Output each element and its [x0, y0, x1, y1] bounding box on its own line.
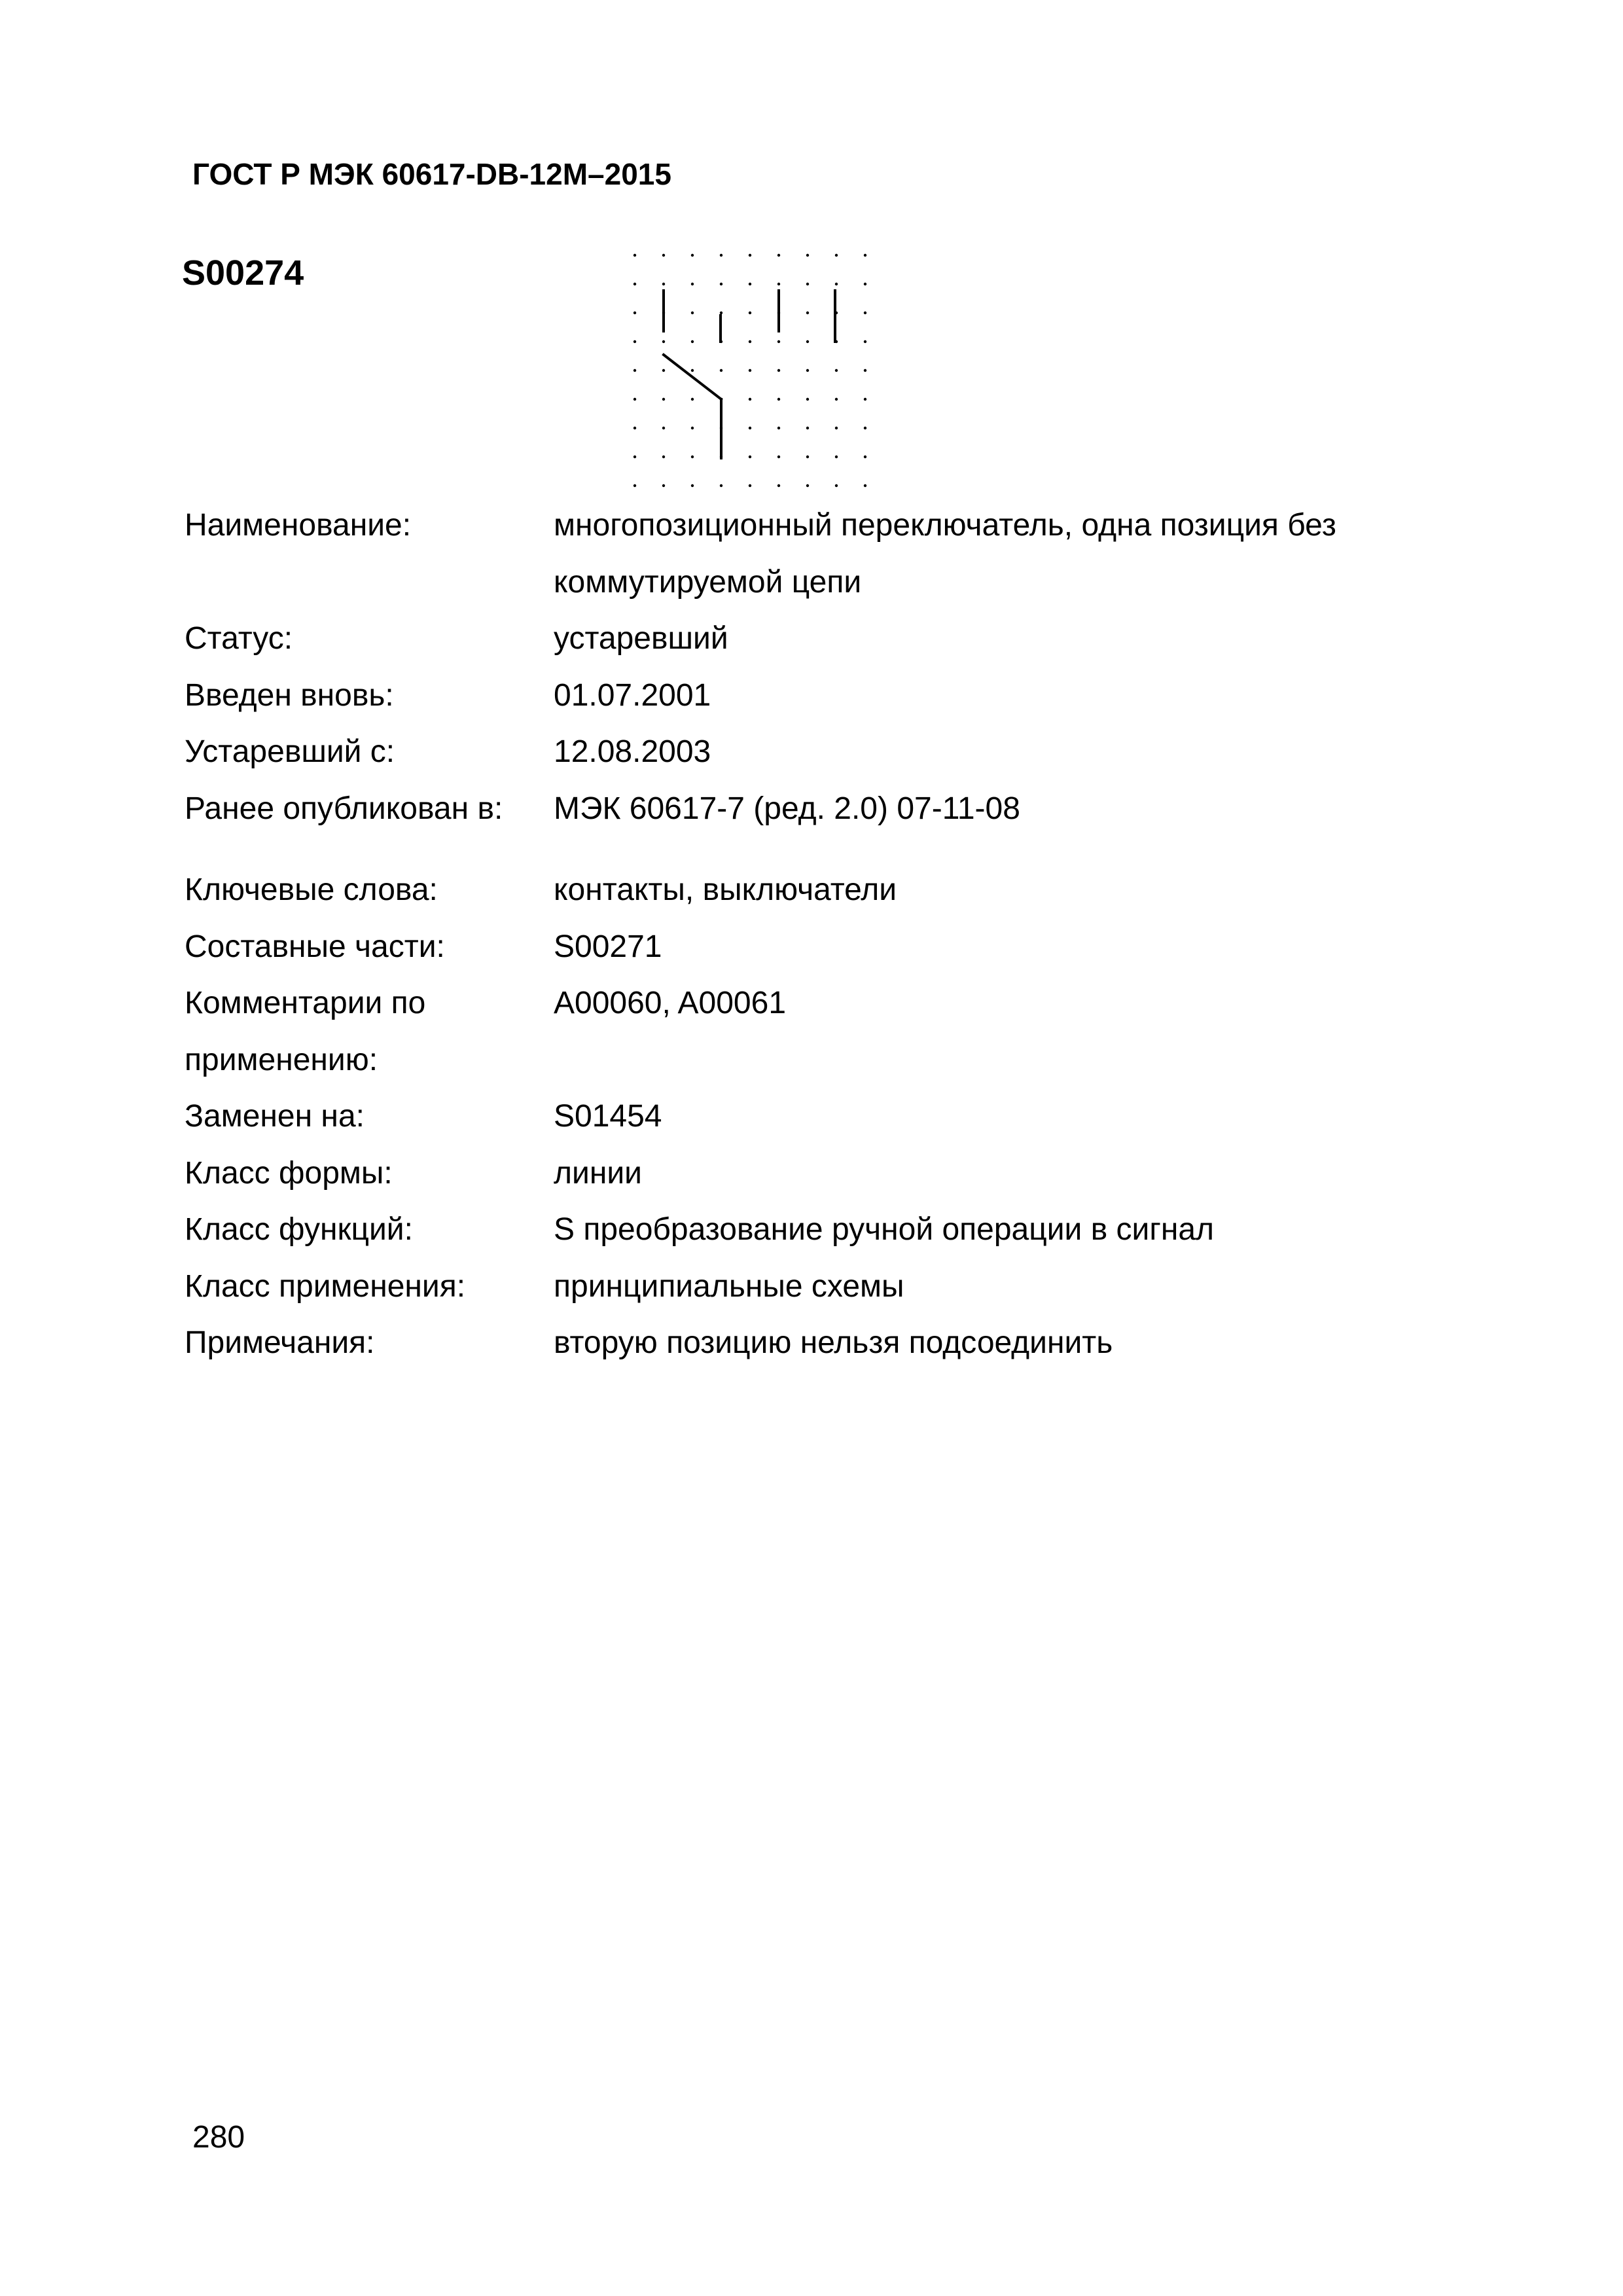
grid-dot	[835, 369, 838, 372]
property-row-name	[185, 497, 1480, 611]
grid-dot	[691, 254, 694, 257]
grid-dot	[633, 312, 636, 314]
property-label: Составные части:	[185, 929, 445, 964]
grid-dot	[691, 456, 694, 458]
grid-dot	[662, 398, 665, 401]
property-label: Статус:	[185, 621, 293, 656]
grid-dot	[691, 340, 694, 343]
page-number: 280	[192, 2120, 245, 2155]
symbol-id: S00274	[182, 253, 304, 293]
grid-dot	[633, 427, 636, 429]
grid-dot	[720, 369, 722, 372]
grid-dot	[806, 312, 809, 314]
property-label: Устаревший с:	[185, 734, 395, 769]
property-value: вторую позицию нельзя подсоединить	[554, 1325, 1113, 1360]
grid-dot	[720, 484, 722, 487]
property-row-shape-class	[185, 1145, 1480, 1202]
property-label: Класс функций:	[185, 1212, 413, 1247]
grid-dot	[864, 398, 866, 401]
grid-dot	[749, 283, 751, 285]
grid-dot	[691, 484, 694, 487]
property-label: Наименование:	[185, 508, 412, 543]
grid-dot	[633, 254, 636, 257]
property-label: Класс формы:	[185, 1155, 393, 1191]
property-label: Класс применения:	[185, 1268, 466, 1304]
grid-dot	[662, 283, 665, 285]
property-row-application-notes	[185, 975, 1480, 1088]
grid-dot	[662, 456, 665, 458]
grid-dot	[633, 283, 636, 285]
grid-dot	[633, 456, 636, 458]
grid-dot	[777, 340, 780, 343]
grid-dot	[749, 427, 751, 429]
property-value: S преобразование ручной операции в сигнал	[554, 1212, 1215, 1247]
grid-dot	[720, 283, 722, 285]
grid-dot	[633, 369, 636, 372]
grid-dot	[691, 369, 694, 372]
grid-dot	[633, 340, 636, 343]
property-label: Заменен на:	[185, 1099, 365, 1134]
grid-dot	[864, 283, 866, 285]
property-row-previously-published	[185, 781, 1480, 838]
property-label: Комментарии по применению:	[185, 986, 426, 1077]
grid-dot	[662, 369, 665, 372]
grid-dot	[835, 398, 838, 401]
property-value: МЭК 60617-7 (ред. 2.0) 07-11-08	[554, 791, 1020, 826]
grid-dot	[662, 340, 665, 343]
switch-symbol	[664, 291, 835, 458]
grid-dot	[806, 456, 809, 458]
property-value: S01454	[554, 1099, 662, 1134]
property-label: Введен вновь:	[185, 677, 394, 713]
property-value: 12.08.2003	[554, 734, 711, 769]
grid-dot	[777, 484, 780, 487]
grid-dot	[749, 340, 751, 343]
document-header: ГОСТ Р МЭК 60617-DB-12M–2015	[192, 157, 671, 191]
grid-dot	[806, 398, 809, 401]
grid-dot	[806, 484, 809, 487]
property-row-status	[185, 611, 1480, 668]
grid-dot	[720, 254, 722, 257]
grid-dot	[835, 283, 838, 285]
grid-dot	[864, 254, 866, 257]
grid-dot	[777, 254, 780, 257]
property-value: A00060, A00061	[554, 986, 787, 1020]
grid-dot	[806, 283, 809, 285]
grid-dot	[835, 456, 838, 458]
property-value: принципиальные схемы	[554, 1268, 904, 1304]
property-row-introduced	[185, 668, 1480, 725]
grid-dot	[749, 484, 751, 487]
property-value: контакты, выключатели	[554, 872, 897, 907]
grid-dot	[777, 283, 780, 285]
symbol-graphic	[615, 242, 877, 497]
property-row-application-class	[185, 1259, 1480, 1316]
property-row-obsolete-since	[185, 724, 1480, 781]
grid-dot	[864, 484, 866, 487]
grid-dot	[633, 484, 636, 487]
grid-dot	[662, 427, 665, 429]
grid-dot	[633, 398, 636, 401]
property-value: S00271	[554, 929, 662, 964]
grid-dot	[835, 254, 838, 257]
grid-dot	[864, 369, 866, 372]
property-value: устаревший	[554, 621, 728, 656]
grid-dot	[835, 427, 838, 429]
grid-dot	[864, 340, 866, 343]
property-value: многопозиционный переключатель, одна позиция без коммутируемой цепи	[554, 508, 1336, 600]
switch-blade	[664, 355, 721, 399]
grid-dot	[777, 427, 780, 429]
property-label: Ранее опубликован в:	[185, 791, 503, 826]
grid-dot	[691, 283, 694, 285]
property-row-notes	[185, 1315, 1480, 1372]
grid-dot	[662, 484, 665, 487]
property-row-components	[185, 919, 1480, 976]
grid-dot	[864, 456, 866, 458]
grid-dot	[777, 456, 780, 458]
grid-dot	[749, 369, 751, 372]
grid-dot	[749, 312, 751, 314]
grid-dot	[662, 254, 665, 257]
grid-dot	[806, 369, 809, 372]
grid-dot	[691, 398, 694, 401]
grid-dot	[749, 254, 751, 257]
grid-dot	[806, 340, 809, 343]
grid-dots	[633, 254, 866, 487]
grid-dot	[749, 398, 751, 401]
grid-dot	[864, 427, 866, 429]
property-row-function-class	[185, 1202, 1480, 1259]
grid-dot	[835, 484, 838, 487]
property-label: Ключевые слова:	[185, 872, 438, 907]
grid-dot	[777, 369, 780, 372]
grid-dot	[806, 427, 809, 429]
grid-dot	[777, 398, 780, 401]
grid-dot	[691, 312, 694, 314]
grid-dot	[691, 427, 694, 429]
grid-dot	[806, 254, 809, 257]
property-row-replaced-by	[185, 1088, 1480, 1145]
property-label: Примечания:	[185, 1325, 375, 1360]
property-value: линии	[554, 1155, 642, 1191]
grid-dot	[749, 456, 751, 458]
property-value: 01.07.2001	[554, 677, 711, 713]
property-row-keywords	[185, 862, 1480, 919]
grid-dot	[720, 312, 722, 314]
properties-table	[185, 497, 1480, 1372]
grid-dot	[864, 312, 866, 314]
